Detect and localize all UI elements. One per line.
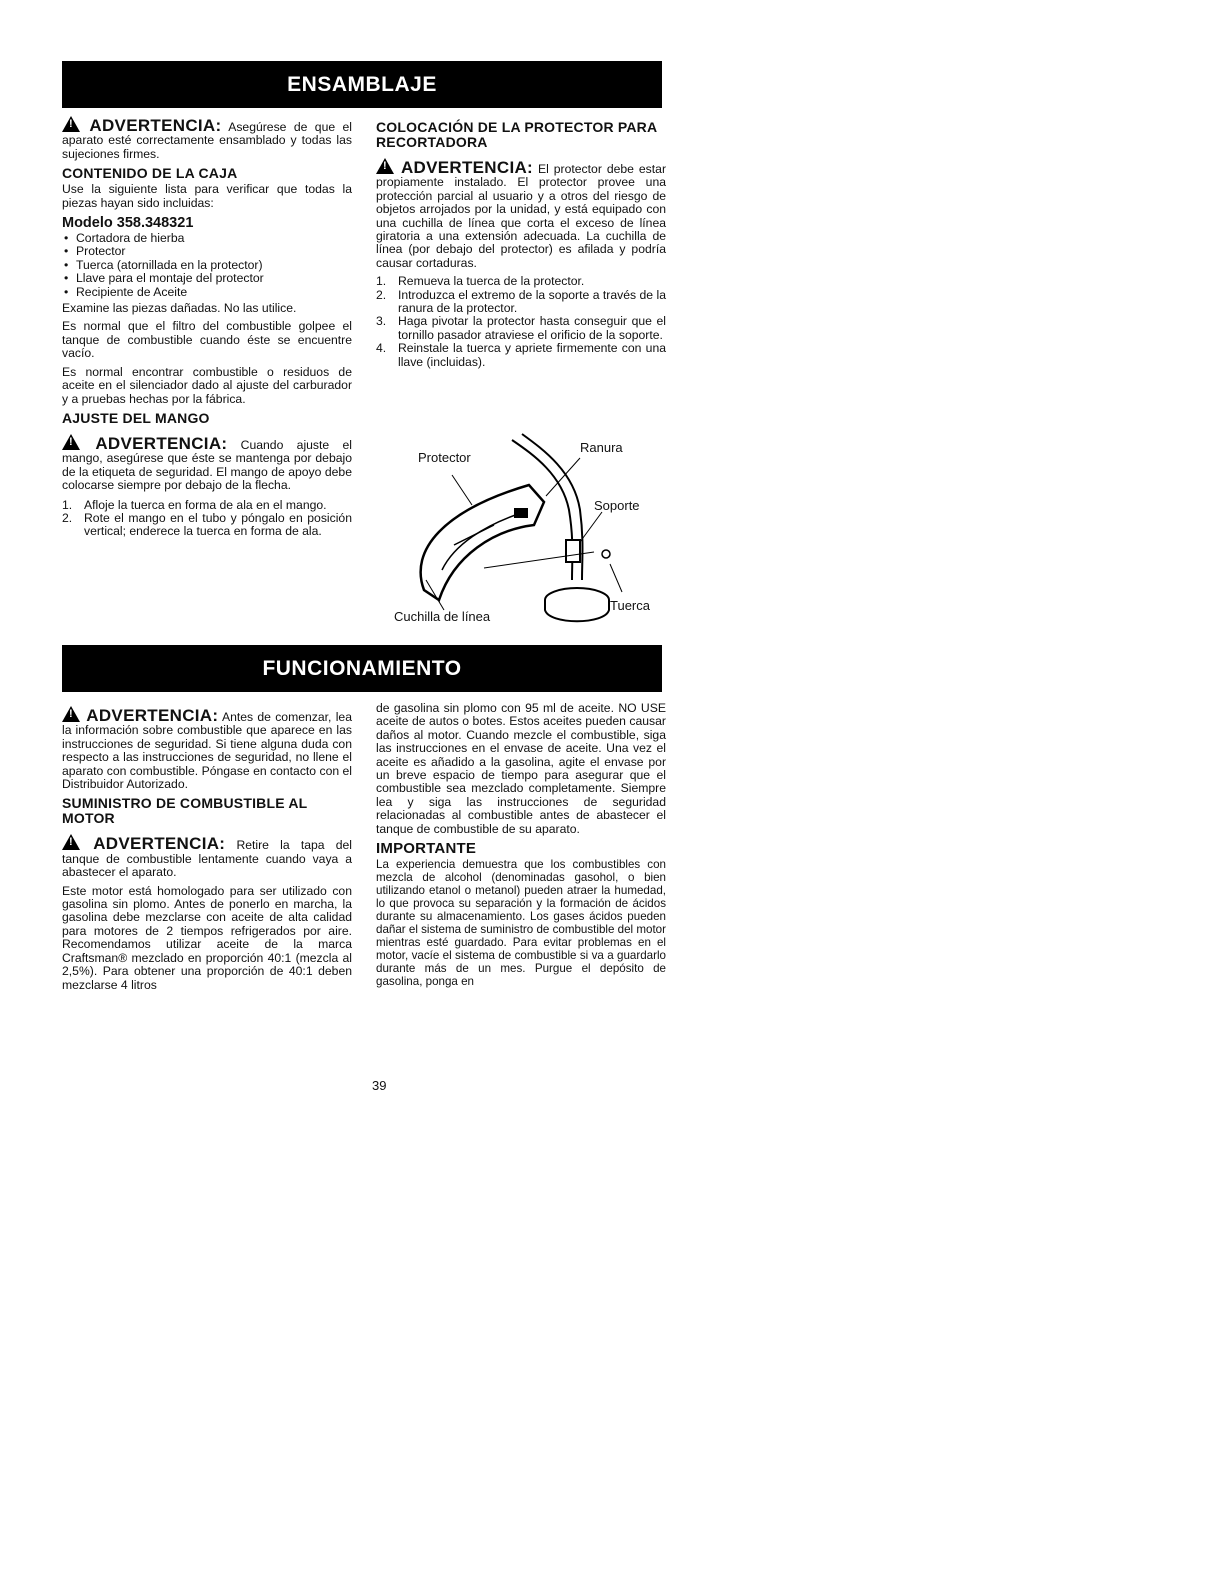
section-title: FUNCIONAMIENTO [262, 657, 462, 680]
paragraph: Examine las piezas dañadas. No las utilice. [62, 301, 297, 316]
list-item: 1. Afloje la tuerca en forma de ala en el mango. [62, 497, 327, 512]
warning-triangle-icon [62, 116, 80, 132]
shield-diagram [384, 430, 674, 630]
list-item: 2. Rote el mango en el tubo y póngalo en posición vertical; enderece la tuerca en forma de ala. [62, 510, 352, 539]
section-title: ENSAMBLAJE [287, 73, 437, 96]
shield-install-heading: COLOCACIÓN DE LA PROTECTOR PARA RECORTADORA [376, 119, 657, 150]
warning-text: Antes de comenzar, lea la información sobre combustible que aparece en las instrucciones de seguridad. Si tiene alguna duda con respecto a las instrucciones de seguridad, no llene el aparato con combustible. Póngase en contacto con el Distribuidor Autorizado. [62, 710, 352, 792]
shield-slot [514, 508, 528, 518]
warning-label: ADVERTENCIA: [93, 834, 226, 854]
warning-triangle-icon [62, 434, 80, 450]
warning-paragraph [62, 434, 352, 493]
warning-triangle-icon [62, 706, 80, 722]
list-item: 4. Reinstale la tuerca y apriete firmemente con una llave (incluidas). [376, 341, 666, 369]
list-item: 3. Haga pivotar la protector hasta conseguir que el tornillo pasador atraviese el orificio de la soporte. [376, 314, 666, 342]
support-bracket [566, 540, 580, 562]
list-item: 2. Introduzca el extremo de la soporte a través de la ranura de la protector. [376, 287, 666, 316]
leader-line [452, 475, 472, 505]
model-number: Modelo 358.348321 [62, 215, 194, 232]
warning-triangle-icon [376, 158, 394, 174]
warning-label: ADVERTENCIA: [400, 158, 534, 177]
assembly-left-column [62, 116, 352, 542]
leader-line [580, 512, 602, 542]
warning-triangle-icon [62, 834, 80, 850]
operation-right-column [376, 702, 666, 993]
shield-steps-list [376, 275, 666, 369]
handle-steps-list [62, 499, 352, 539]
warning-paragraph [62, 706, 352, 791]
fuel-supply-heading: SUMINISTRO DE COMBUSTIBLE AL MOTOR [62, 795, 308, 827]
warning-text: Cuando ajuste el mango, asegúrese que éste se mantenga por debajo de la etiqueta de seguridad. El mango de apoyo debe colocarse siempre por debajo de la flecha. [62, 437, 352, 493]
list-item: • Recipiente de Aceite [76, 286, 352, 299]
leader-line [610, 564, 622, 592]
paragraph: Es normal encontrar combustible o residuos de aceite en el silenciador dado al ajuste del carburador y a pruebas hechas por la fábrica. [62, 364, 352, 406]
list-item: • Protector [76, 245, 352, 258]
warning-paragraph [62, 834, 352, 879]
paragraph: La experiencia demuestra que los combustibles con mezcla de alcohol (denominadas gasohol, o bien utilizando etanol o metanol) pueden atraer la humedad, lo que provoca su separación y la formación de ácidos durante su almacenamiento. Los gases ácidos pueden dañar el sistema de suministro de combustible del motor mientras esté guardado. Para evitar problemas en el motor, vacíe el sistema de combustible si va a guardarlo durante más de un mes. Purgue el depósito de gasolina, ponga en [376, 858, 666, 989]
list-item: 1. Remueva la tuerca de la protector. [376, 274, 585, 289]
warning-label: ADVERTENCIA: [89, 116, 222, 135]
box-contents-intro: Use la siguiente lista para verificar que todas la piezas hayan sido incluidas: [62, 182, 352, 210]
label-ranura: Ranura [580, 440, 623, 455]
list-item: • Cortadora de hierba [76, 232, 352, 245]
label-tuerca: Tuerca [610, 598, 650, 613]
warning-paragraph [62, 116, 352, 161]
label-soporte: Soporte [594, 498, 640, 513]
paragraph: Es normal que el filtro del combustible golpee el tanque de combustible cuando éste se encuentre vacío. [62, 319, 352, 361]
list-item: • Llave para el montaje del protector [76, 272, 352, 285]
warning-text: Retire la tapa del tanque de combustible lentamente cuando vaya a abastecer el aparato. [62, 838, 353, 880]
shield-shape [421, 485, 544, 600]
important-heading: IMPORTANTE [376, 840, 477, 858]
section-banner-operation [62, 645, 662, 692]
warning-label: ADVERTENCIA: [86, 706, 219, 725]
paragraph: de gasolina sin plomo con 95 ml de aceite. NO USE aceite de autos o botes. Estos aceites pueden causar daños al motor. Cuando mezcle el combustible, siga las instrucciones en el envase de aceite. Una vez el aceite es añadido a la gasolina, agite el envase por un breve espacio de tiempo para asegurar que el combustible sea mezclado completamente. Siempre lea y siga las instrucciones de seguridad relacionadas al combustible antes de abastecer el tanque de combustible de su aparato. [376, 701, 666, 836]
assembly-right-column [376, 120, 666, 372]
list-item: • Tuerca (atornillada en la protector) [76, 259, 352, 272]
trimmer-head-body [545, 600, 609, 621]
paragraph: Este motor está homologado para ser utilizado con gasolina sin plomo. Antes de ponerlo en marcha, la gasolina debe mezclarse con aceite de alta calidad para motores de 2 tiempos refrigerados por aire. Recomendamos utilizar aceite de la marca Craftsman® mezclado en proporción 40:1 (mezcla al 2,5%). Para obtener una proporción de 40:1 deben mezclarse 4 litros [62, 883, 352, 992]
operation-left-column [62, 706, 352, 997]
label-cuchilla: Cuchilla de línea [394, 609, 491, 624]
handle-adjust-heading: AJUSTE DEL MANGO [62, 409, 210, 426]
warning-text: El protector debe estar propiamente instalado. El protector provee una protección parcial al usuario y a otros del riesgo de objetos arrojados por la unidad, y está equipado con una cuchilla de línea que corta el exceso de línea giratoria a una extensión adecuada. La cuchilla de línea (por debajo del protector) es afilada y podría causar cortaduras. [376, 162, 666, 270]
warning-label: ADVERTENCIA: [95, 433, 228, 453]
label-protector: Protector [418, 450, 471, 465]
page-number: 39 [372, 1078, 387, 1093]
section-banner-assembly [62, 61, 662, 108]
warning-text: Asegúrese de que el aparato esté correctamente ensamblado y todas las sujeciones firmes. [62, 120, 353, 161]
warning-paragraph [376, 158, 666, 270]
box-contents-heading: CONTENIDO DE LA CAJA [62, 165, 238, 182]
nut-icon [602, 550, 610, 558]
box-contents-list [62, 232, 352, 299]
